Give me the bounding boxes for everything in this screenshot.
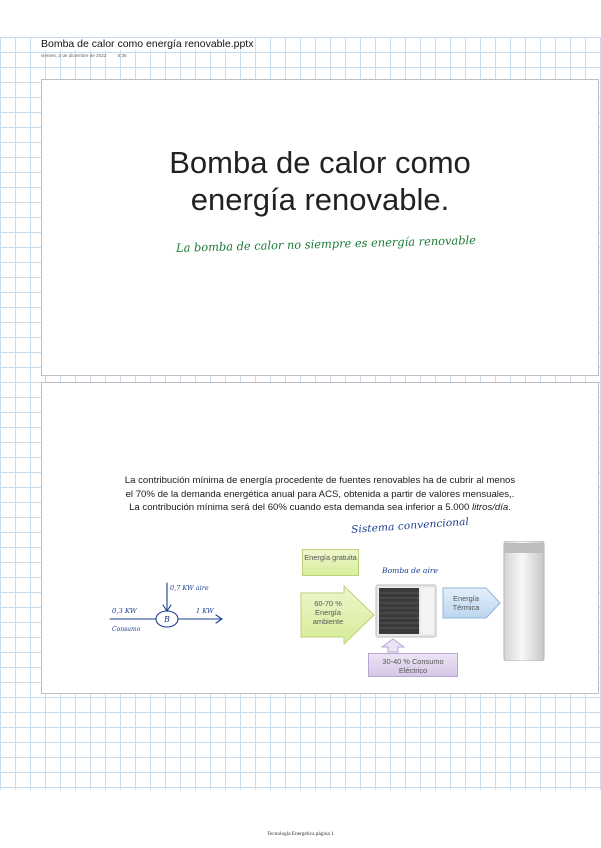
svg-text:1 KW: 1 KW [196, 607, 214, 615]
hot-water-tank-image [502, 541, 546, 661]
document-meta [41, 53, 137, 58]
thermal-energy-label: Energía Térmica [452, 594, 480, 612]
svg-text:Bomba de aire: Bomba de aire [380, 566, 439, 575]
handwritten-note [172, 230, 482, 260]
svg-text:B: B [164, 615, 170, 624]
svg-text:0,3 KW: 0,3 KW [112, 607, 137, 615]
svg-text:Consumo: Consumo [112, 626, 141, 633]
handwritten-energy-sketch [108, 579, 258, 639]
handwritten-heat-pump-label [380, 563, 442, 587]
header-area [0, 0, 601, 37]
slide-1 [41, 79, 599, 376]
svg-text:0,7 KW aire: 0,7 KW aire [170, 584, 209, 592]
document-date: viernes, 2 de diciembre de 2022 [41, 53, 107, 58]
slide-2-text-line-2: el 70% de la demanda energética anual para ACS, obtenida a partir de valores mensuales,. [125, 488, 515, 500]
slide-1-title-line-1: Bomba de calor como [169, 145, 471, 180]
heat-pump-unit-image [375, 584, 437, 638]
footer-area [0, 790, 601, 848]
svg-text:Sistema convencional: Sistema convencional [350, 517, 462, 536]
document-title: Bomba de calor como energía renovable.pptx [41, 38, 254, 50]
consumption-box: 30-40 % Consumo Eléctrico [368, 653, 458, 677]
ambient-energy-label [304, 599, 352, 633]
slide-2-text-line-1: La contribución mínima de energía procedente de fuentes renovables ha de cubrir al menos [124, 475, 516, 486]
slide-2 [41, 382, 599, 694]
slide-1-title [42, 144, 598, 218]
handwritten-note-text: La bomba de calor no siempre es energía renovable [175, 232, 480, 255]
handwritten-system-label [347, 514, 477, 538]
slide-2-text-line-3: La contribución mínima será del 60% cuando esta demanda sea inferior a 5.000 litros/día. [129, 502, 511, 513]
slide-1-title-line-2: energía renovable. [190, 182, 450, 217]
page-footer: Tecnología Energética página 1 [267, 831, 334, 837]
ambient-energy-text: Energía ambiente [312, 608, 344, 626]
document-time: 8:36 [117, 53, 127, 58]
slide-2-body-text [82, 474, 558, 515]
free-energy-box: Energía gratuita [302, 549, 359, 576]
ambient-energy-percent: 60-70 % [314, 599, 342, 608]
consumption-arrow [381, 638, 405, 653]
